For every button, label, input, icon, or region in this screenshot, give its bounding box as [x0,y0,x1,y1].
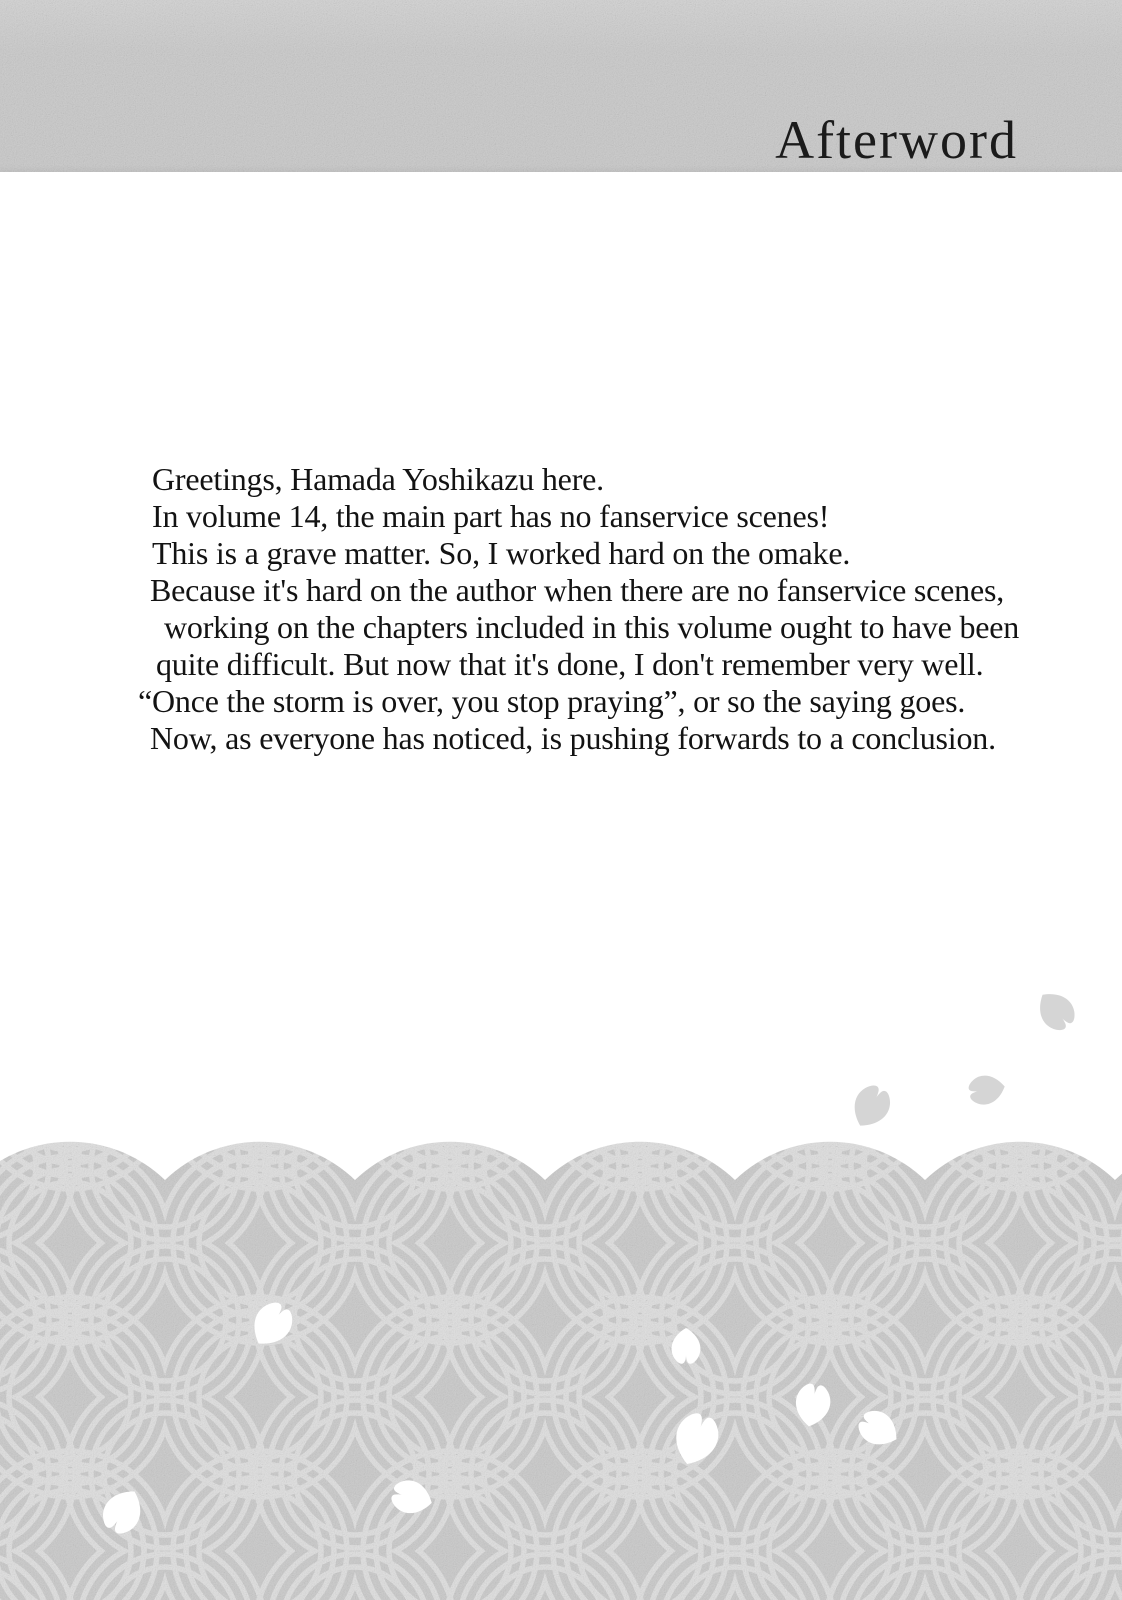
wave-footer [0,1132,1122,1600]
text-line: Greetings, Hamada Yoshikazu here. [152,461,604,497]
text-line: Now, as everyone has noticed, is pushing forwards to a conclusion. [150,720,996,756]
sakura-petal-icon [967,1072,1007,1107]
text-line: quite difficult. But now that it's done, I don't remember very well. [156,646,984,682]
chapter-banner [0,0,1122,172]
afterword-text [138,461,1050,757]
floating-petals [0,960,1122,1160]
paragraph [150,461,1050,498]
text-line: In volume 14, the main part has no fanservice scenes! [152,498,830,534]
text-line: “Once the storm is over, you stop praying”, or so the saying goes. [138,683,966,719]
text-line: This is a grave matter. So, I worked hard on the omake. [152,535,851,571]
sakura-petal-icon [845,1080,896,1134]
page-title: Afterword [775,110,1018,170]
paragraph [150,720,1050,757]
text-line: working on the chapters included in this volume ought to have been [164,609,1020,645]
paragraph [150,498,1050,572]
paragraph [138,572,1050,720]
text-line: Because it's hard on the author when there are no fanservice scenes, [150,572,1005,608]
sakura-petal-icon [1030,984,1081,1036]
